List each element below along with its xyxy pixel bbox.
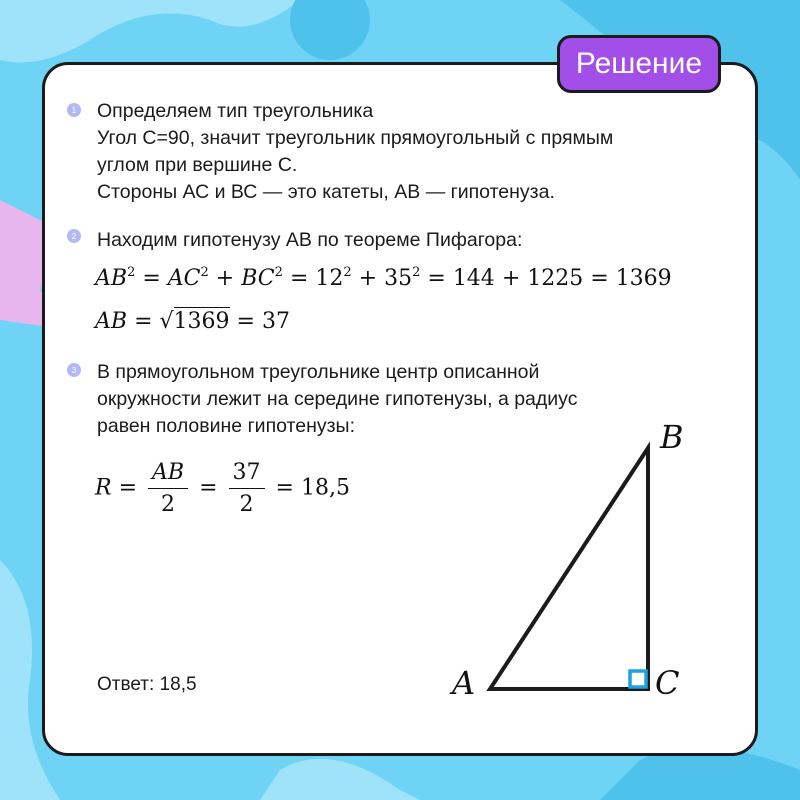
solution-badge: Решение [557,35,721,93]
math-operator: = [199,475,218,501]
text-line: Определяем тип треугольника [97,100,374,122]
math-operator: = [289,266,309,291]
text-line: равен половине гипотенузы: [97,415,355,437]
math-operator: + [501,266,521,291]
fraction-numerator: 37 [229,460,265,489]
step-number-3: 3 [67,363,81,377]
text-line: В прямоугольном треугольнике центр описанной [97,361,540,383]
math-operator: = [590,266,609,291]
right-angle-marker [630,671,646,687]
math-term: R [95,475,112,501]
triangle-shape [490,448,648,689]
text-line: окружности лежит на середине гипотенузы, а радиус [97,388,578,410]
math-exponent: 2 [200,265,209,280]
math-exponent: 2 [412,265,421,280]
sqrt-symbol: √ [159,309,174,334]
math-number: 1225 [527,266,584,291]
math-radicand: 1369 [173,309,230,334]
math-operator: = [275,475,294,501]
math-number: 18,5 [300,475,350,501]
math-operator: = [142,266,161,291]
math-term: AB [95,266,128,291]
math-term: AC [167,266,201,291]
math-operator: + [358,266,378,291]
math-number: 35 [384,266,413,291]
text-line: Угол С=90, значит треугольник прямоугольный с прямым [97,127,614,149]
math-operator: = [427,266,446,291]
math-term: AB [95,309,128,334]
fraction-denominator: 2 [239,492,254,517]
math-number: 144 [452,266,495,291]
vertex-label-b: B [660,418,684,456]
text-line: Стороны АС и ВС — это катеты, АВ — гипотенуза. [97,181,555,203]
step-number-1: 1 [67,103,81,117]
text-line: углом при вершине С. [97,154,298,176]
math-exponent: 2 [343,265,352,280]
math-operator: = [118,475,138,501]
math-exponent: 2 [274,265,283,280]
answer-text: Ответ: 18,5 [97,674,197,695]
vertex-label-a: A [452,664,476,702]
vertex-label-c: C [655,664,680,702]
math-number: 1369 [615,266,672,291]
math-number: 37 [261,309,290,334]
math-term: BC [241,266,275,291]
math-number: 12 [315,266,344,291]
step-number-2: 2 [67,229,81,243]
math-operator: + [215,266,235,291]
math-operator: = [236,309,255,334]
math-operator: = [134,309,153,334]
fraction-numerator: AB [148,460,188,489]
fraction-denominator: 2 [161,492,176,517]
text-line: Находим гипотенузу АВ по теореме Пифагора: [97,229,523,251]
math-exponent: 2 [127,265,136,280]
